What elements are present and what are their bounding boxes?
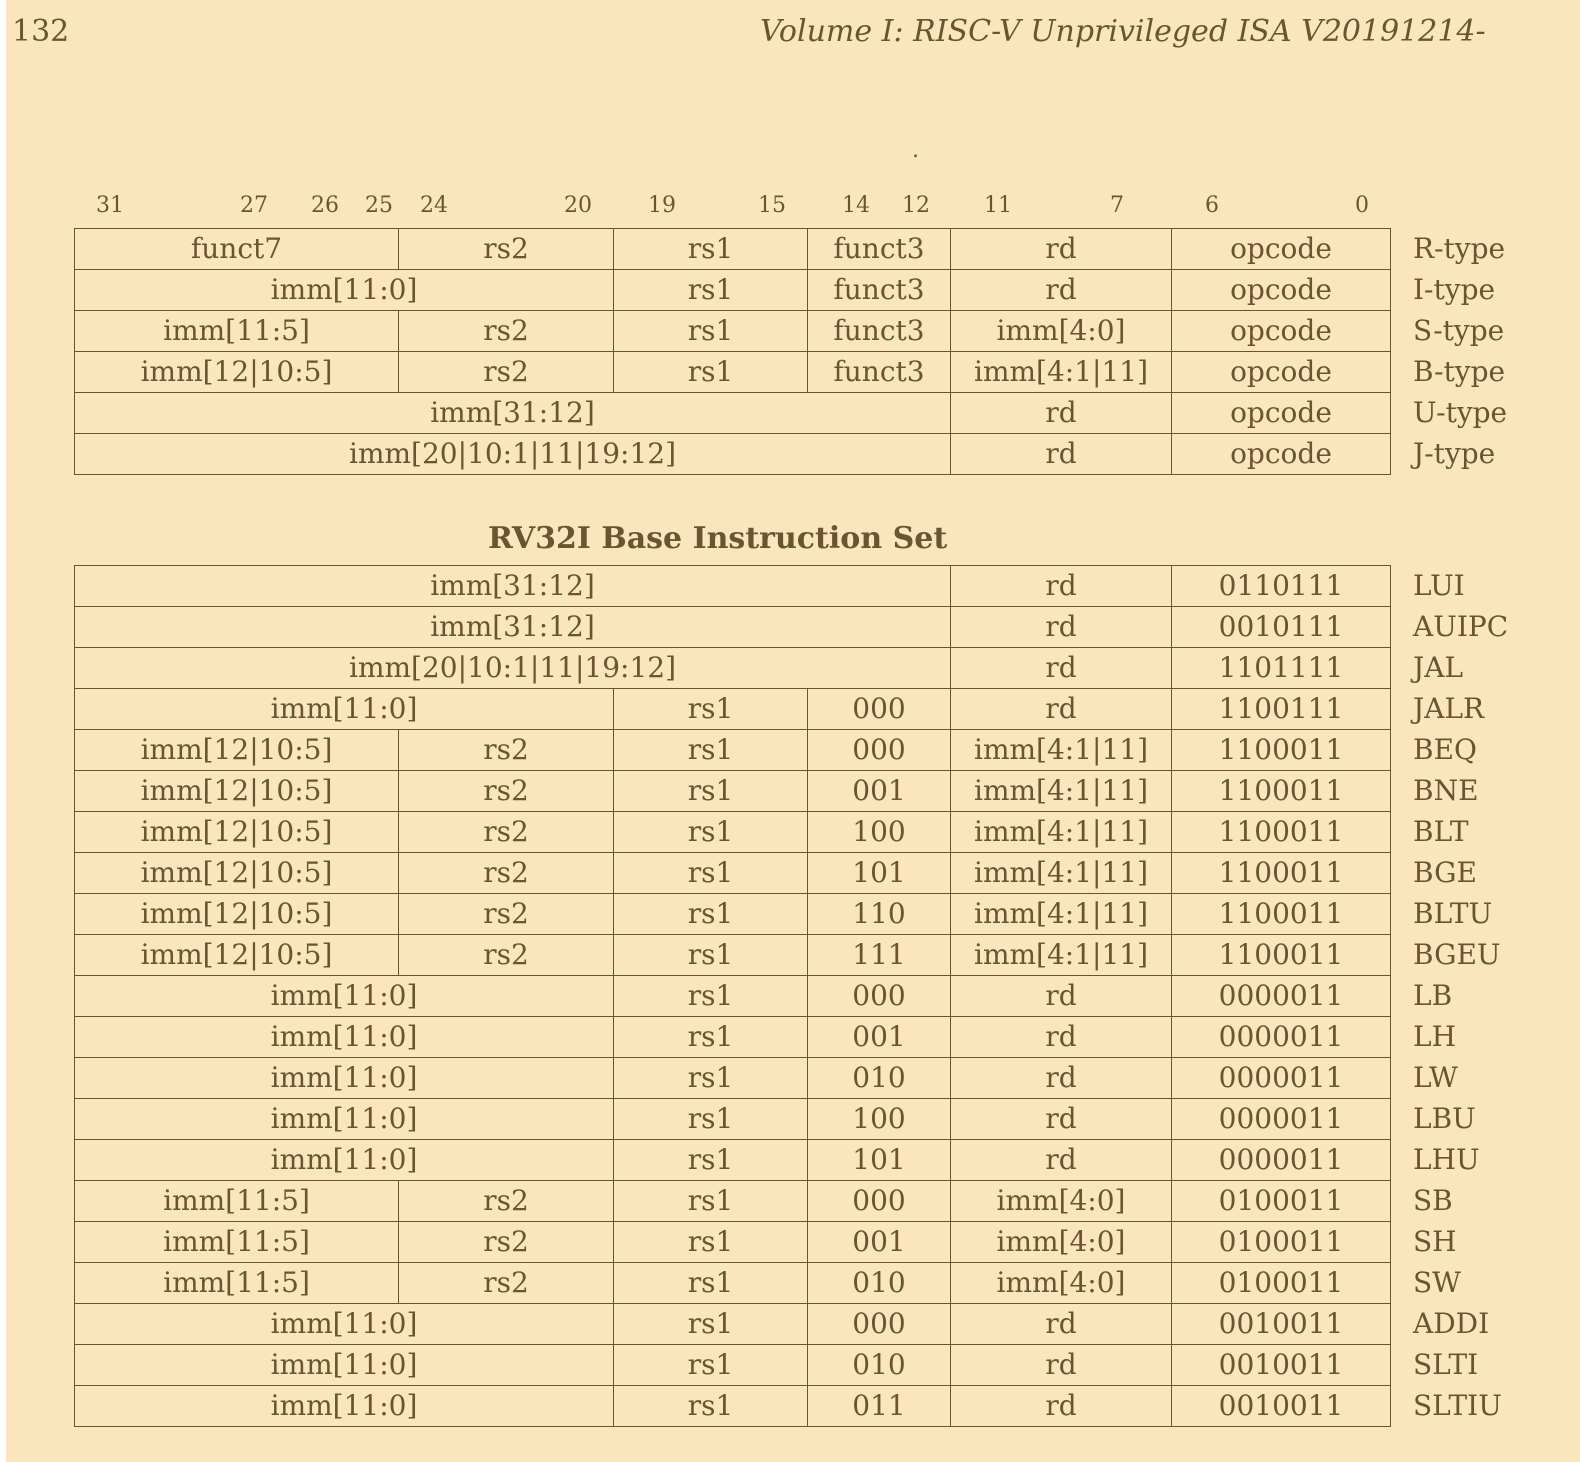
format-row: [75, 229, 1551, 270]
field-cell: rd: [951, 1345, 1172, 1386]
instruction-name: BGE: [1413, 856, 1477, 889]
field-cell: rs1: [614, 1058, 808, 1099]
field-cell: rs2: [399, 771, 614, 812]
running-header: Volume I: RISC-V Unprivileged ISA V20191214-: [760, 14, 1486, 49]
instruction-name: B-type: [1413, 355, 1506, 388]
field-cell: rs2: [399, 853, 614, 894]
field-cell: 100: [808, 812, 951, 853]
field-cell: rs1: [614, 1345, 808, 1386]
field-cell: imm[11:0]: [75, 1345, 614, 1386]
field-cell: rs1: [614, 771, 808, 812]
field-cell: imm[4:0]: [951, 1181, 1172, 1222]
instruction-name: BLT: [1413, 815, 1469, 848]
field-cell: 1100011: [1172, 730, 1391, 771]
field-cell: rd: [951, 648, 1172, 689]
field-cell: imm[31:12]: [75, 566, 951, 607]
field-cell: funct3: [808, 352, 951, 393]
field-cell: rs1: [614, 812, 808, 853]
instruction-name: LW: [1413, 1061, 1458, 1094]
field-cell: funct3: [808, 270, 951, 311]
field-cell: rd: [951, 607, 1172, 648]
instruction-row: [75, 648, 1551, 689]
format-row: [75, 393, 1551, 434]
field-cell: rd: [951, 976, 1172, 1017]
field-cell: 001: [808, 1017, 951, 1058]
field-cell: imm[11:0]: [75, 270, 614, 311]
instruction-name: SW: [1413, 1266, 1461, 1299]
format-row: [75, 434, 1551, 475]
instruction-row: [75, 689, 1551, 730]
field-cell: imm[12|10:5]: [75, 771, 399, 812]
instruction-name: LB: [1413, 979, 1453, 1012]
instruction-row: [75, 1058, 1551, 1099]
instruction-row: [75, 1345, 1551, 1386]
instruction-row: [75, 894, 1551, 935]
field-cell: rd: [951, 1017, 1172, 1058]
field-cell: imm[4:1|11]: [951, 352, 1172, 393]
field-cell: opcode: [1172, 229, 1391, 270]
instruction-format-table: [74, 228, 1551, 475]
field-cell: imm[11:0]: [75, 1099, 614, 1140]
format-row: [75, 270, 1551, 311]
field-cell: imm[4:1|11]: [951, 894, 1172, 935]
field-cell: rd: [951, 1058, 1172, 1099]
field-cell: rs2: [399, 1263, 614, 1304]
field-cell: rs1: [614, 352, 808, 393]
field-cell: imm[12|10:5]: [75, 894, 399, 935]
field-cell: imm[4:1|11]: [951, 771, 1172, 812]
page-number: 132: [12, 14, 70, 49]
field-cell: 0000011: [1172, 1017, 1391, 1058]
field-cell: imm[20|10:1|11|19:12]: [75, 434, 951, 475]
field-cell: rs1: [614, 935, 808, 976]
field-cell: rs1: [614, 311, 808, 352]
field-cell: 000: [808, 730, 951, 771]
field-cell: 010: [808, 1345, 951, 1386]
instruction-name: R-type: [1413, 232, 1506, 265]
field-cell: 000: [808, 1304, 951, 1345]
field-cell: imm[4:1|11]: [951, 730, 1172, 771]
field-cell: imm[11:5]: [75, 1181, 399, 1222]
field-cell: 0010011: [1172, 1304, 1391, 1345]
field-cell: rs2: [399, 894, 614, 935]
field-cell: rs1: [614, 894, 808, 935]
field-cell: imm[11:0]: [75, 976, 614, 1017]
bit-position-0: 31: [96, 193, 124, 218]
field-cell: imm[11:5]: [75, 1222, 399, 1263]
instruction-name: J-type: [1413, 437, 1496, 470]
instruction-name: JALR: [1413, 692, 1485, 725]
field-cell: 0110111: [1172, 566, 1391, 607]
instruction-name: LH: [1413, 1020, 1457, 1053]
header-dot: .: [912, 138, 919, 163]
field-cell: rs2: [399, 1181, 614, 1222]
field-cell: 0010011: [1172, 1345, 1391, 1386]
field-cell: imm[12|10:5]: [75, 812, 399, 853]
field-cell: rd: [951, 229, 1172, 270]
field-cell: 101: [808, 1140, 951, 1181]
field-cell: rs1: [614, 270, 808, 311]
instruction-name: BGEU: [1413, 938, 1501, 971]
field-cell: 101: [808, 853, 951, 894]
field-cell: imm[11:0]: [75, 1017, 614, 1058]
field-cell: 011: [808, 1386, 951, 1427]
field-cell: rs1: [614, 229, 808, 270]
field-cell: 001: [808, 771, 951, 812]
field-cell: imm[4:0]: [951, 311, 1172, 352]
field-cell: funct7: [75, 229, 399, 270]
field-cell: rs1: [614, 976, 808, 1017]
field-cell: imm[4:1|11]: [951, 853, 1172, 894]
instruction-name: BNE: [1413, 774, 1479, 807]
instruction-row: [75, 1263, 1551, 1304]
bit-position-1: 27: [240, 193, 268, 218]
field-cell: imm[11:0]: [75, 689, 614, 730]
instruction-name: BEQ: [1413, 733, 1477, 766]
field-cell: imm[31:12]: [75, 607, 951, 648]
field-cell: opcode: [1172, 352, 1391, 393]
instruction-row: [75, 1386, 1551, 1427]
field-cell: 0100011: [1172, 1263, 1391, 1304]
field-cell: 0010011: [1172, 1386, 1391, 1427]
bit-position-2: 26: [311, 193, 339, 218]
instruction-row: [75, 1140, 1551, 1181]
instruction-row: [75, 853, 1551, 894]
bit-position-7: 15: [758, 193, 786, 218]
bit-position-13: 0: [1355, 193, 1369, 218]
field-cell: rs1: [614, 853, 808, 894]
field-cell: rd: [951, 1304, 1172, 1345]
instruction-name: I-type: [1413, 273, 1496, 306]
field-cell: 1100011: [1172, 771, 1391, 812]
field-cell: 1101111: [1172, 648, 1391, 689]
field-cell: 110: [808, 894, 951, 935]
field-cell: 0000011: [1172, 1058, 1391, 1099]
format-row: [75, 311, 1551, 352]
field-cell: imm[11:5]: [75, 311, 399, 352]
field-cell: imm[12|10:5]: [75, 352, 399, 393]
field-cell: rs2: [399, 935, 614, 976]
field-cell: rs2: [399, 229, 614, 270]
field-cell: rs2: [399, 812, 614, 853]
field-cell: 0010111: [1172, 607, 1391, 648]
field-cell: imm[11:0]: [75, 1140, 614, 1181]
instruction-name: U-type: [1413, 396, 1508, 429]
field-cell: 010: [808, 1058, 951, 1099]
instruction-row: [75, 566, 1551, 607]
instruction-name: S-type: [1413, 314, 1505, 347]
field-cell: rs2: [399, 730, 614, 771]
instruction-name: LHU: [1413, 1143, 1480, 1176]
instruction-name: BLTU: [1413, 897, 1493, 930]
field-cell: opcode: [1172, 270, 1391, 311]
page-edge: [0, 0, 6, 1462]
field-cell: rs2: [399, 311, 614, 352]
field-cell: imm[11:0]: [75, 1386, 614, 1427]
field-cell: opcode: [1172, 434, 1391, 475]
field-cell: 000: [808, 1181, 951, 1222]
field-cell: rd: [951, 434, 1172, 475]
field-cell: 1100011: [1172, 935, 1391, 976]
field-cell: imm[12|10:5]: [75, 935, 399, 976]
field-cell: 0000011: [1172, 1140, 1391, 1181]
field-cell: 0100011: [1172, 1181, 1391, 1222]
bit-position-8: 14: [842, 193, 870, 218]
instruction-row: [75, 730, 1551, 771]
field-cell: rs2: [399, 1222, 614, 1263]
bit-position-4: 24: [420, 193, 448, 218]
field-cell: rs1: [614, 730, 808, 771]
field-cell: rd: [951, 270, 1172, 311]
instruction-row: [75, 1304, 1551, 1345]
field-cell: rd: [951, 689, 1172, 730]
field-cell: imm[4:1|11]: [951, 935, 1172, 976]
instruction-name: AUIPC: [1413, 610, 1509, 643]
field-cell: 111: [808, 935, 951, 976]
field-cell: imm[11:5]: [75, 1263, 399, 1304]
section-title: RV32I Base Instruction Set: [488, 521, 948, 556]
bit-position-9: 12: [902, 193, 930, 218]
rv32i-instruction-table: [74, 565, 1551, 1427]
instruction-name: LUI: [1413, 569, 1465, 602]
instruction-name: LBU: [1413, 1102, 1476, 1135]
field-cell: rs2: [399, 352, 614, 393]
field-cell: 001: [808, 1222, 951, 1263]
field-cell: 1100111: [1172, 689, 1391, 730]
field-cell: 010: [808, 1263, 951, 1304]
field-cell: imm[12|10:5]: [75, 853, 399, 894]
instruction-row: [75, 1181, 1551, 1222]
field-cell: opcode: [1172, 311, 1391, 352]
instruction-name: SH: [1413, 1225, 1457, 1258]
instruction-row: [75, 1099, 1551, 1140]
field-cell: funct3: [808, 311, 951, 352]
instruction-row: [75, 1222, 1551, 1263]
field-cell: imm[4:1|11]: [951, 812, 1172, 853]
instruction-row: [75, 1017, 1551, 1058]
instruction-row: [75, 935, 1551, 976]
bit-position-12: 6: [1205, 193, 1219, 218]
instruction-row: [75, 812, 1551, 853]
field-cell: imm[12|10:5]: [75, 730, 399, 771]
field-cell: rs1: [614, 1304, 808, 1345]
field-cell: 1100011: [1172, 894, 1391, 935]
field-cell: imm[11:0]: [75, 1058, 614, 1099]
field-cell: rs1: [614, 1222, 808, 1263]
bit-position-3: 25: [365, 193, 393, 218]
instruction-row: [75, 771, 1551, 812]
instruction-row: [75, 976, 1551, 1017]
field-cell: opcode: [1172, 393, 1391, 434]
field-cell: 0000011: [1172, 1099, 1391, 1140]
bit-position-11: 7: [1110, 193, 1124, 218]
field-cell: rd: [951, 393, 1172, 434]
field-cell: rd: [951, 566, 1172, 607]
field-cell: rs1: [614, 689, 808, 730]
field-cell: rs1: [614, 1140, 808, 1181]
field-cell: 0100011: [1172, 1222, 1391, 1263]
bit-position-10: 11: [984, 193, 1012, 218]
field-cell: imm[4:0]: [951, 1222, 1172, 1263]
field-cell: 1100011: [1172, 853, 1391, 894]
field-cell: 1100011: [1172, 812, 1391, 853]
field-cell: rs1: [614, 1017, 808, 1058]
field-cell: rs1: [614, 1386, 808, 1427]
bit-position-6: 19: [648, 193, 676, 218]
field-cell: rs1: [614, 1099, 808, 1140]
field-cell: rs1: [614, 1263, 808, 1304]
field-cell: 0000011: [1172, 976, 1391, 1017]
instruction-name: ADDI: [1413, 1307, 1490, 1340]
field-cell: imm[20|10:1|11|19:12]: [75, 648, 951, 689]
field-cell: rd: [951, 1099, 1172, 1140]
field-cell: imm[31:12]: [75, 393, 951, 434]
instruction-name: JAL: [1413, 651, 1464, 684]
instruction-name: SLTIU: [1413, 1389, 1502, 1422]
field-cell: 100: [808, 1099, 951, 1140]
format-row: [75, 352, 1551, 393]
bit-position-5: 20: [564, 193, 592, 218]
field-cell: imm[4:0]: [951, 1263, 1172, 1304]
field-cell: 000: [808, 976, 951, 1017]
instruction-name: SB: [1413, 1184, 1453, 1217]
instruction-name: SLTI: [1413, 1348, 1479, 1381]
field-cell: 000: [808, 689, 951, 730]
field-cell: imm[11:0]: [75, 1304, 614, 1345]
field-cell: rs1: [614, 1181, 808, 1222]
field-cell: funct3: [808, 229, 951, 270]
field-cell: rd: [951, 1140, 1172, 1181]
field-cell: rd: [951, 1386, 1172, 1427]
instruction-row: [75, 607, 1551, 648]
